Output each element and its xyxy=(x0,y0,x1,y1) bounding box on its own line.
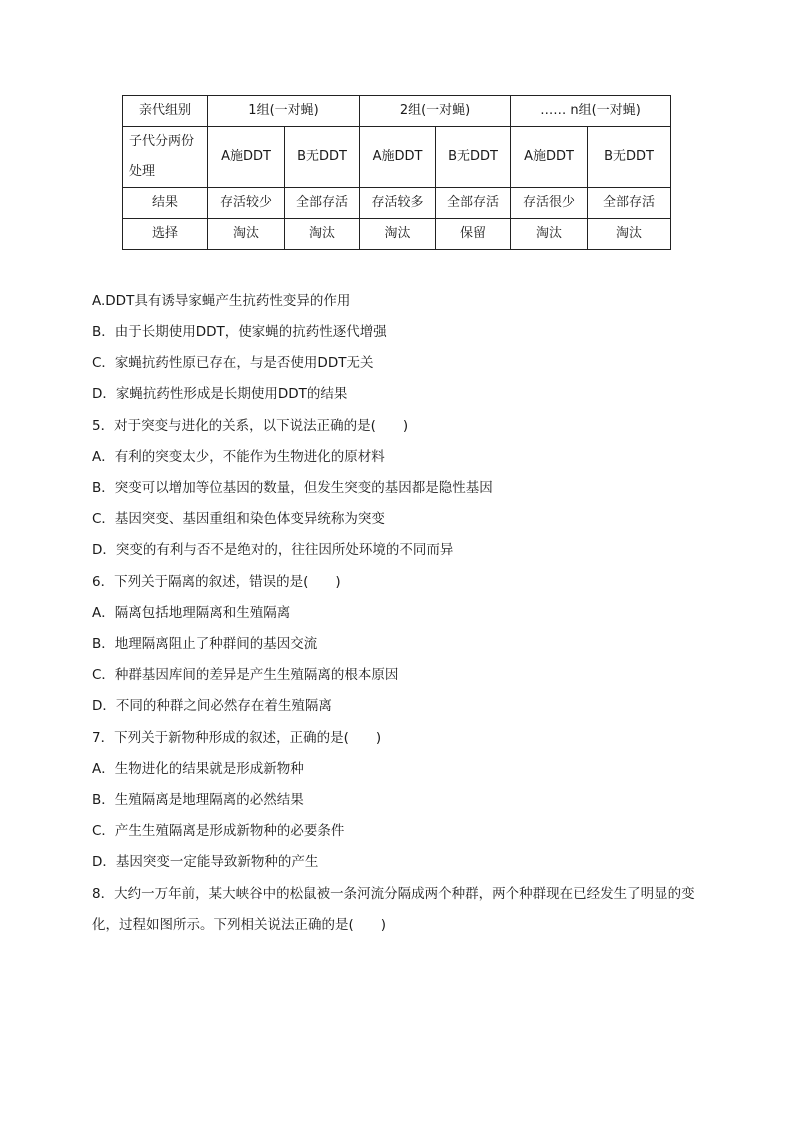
q6-option-c: C．种群基因库间的差异是产生生殖隔离的根本原因 xyxy=(92,667,399,683)
table-cell: A施DDT xyxy=(208,127,285,188)
q6-stem: 6．下列关于隔离的叙述，错误的是( ) xyxy=(92,574,341,590)
q6-option-b: B．地理隔离阻止了种群间的基因交流 xyxy=(92,636,318,652)
table-cell: A施DDT xyxy=(360,127,436,188)
q4-option-d: D．家蝇抗药性形成是长期使用DDT的结果 xyxy=(92,386,348,402)
q7-stem: 7．下列关于新物种形成的叙述，正确的是( ) xyxy=(92,730,382,746)
table-cell: 全部存活 xyxy=(436,188,511,219)
q5-option-a: A．有利的突变太少，不能作为生物进化的原材料 xyxy=(92,449,385,465)
q4-option-b: B．由于长期使用DDT，使家蝇的抗药性逐代增强 xyxy=(92,324,387,340)
header-cell-group1: 1组(一对蝇) xyxy=(208,96,360,127)
table-cell: 淘汰 xyxy=(208,219,285,250)
table-cell: 淘汰 xyxy=(588,219,671,250)
q5-option-b: B．突变可以增加等位基因的数量，但发生突变的基因都是隐性基因 xyxy=(92,480,493,496)
table-cell: B无DDT xyxy=(285,127,360,188)
table-cell: 存活较少 xyxy=(208,188,285,219)
table-cell: 淘汰 xyxy=(285,219,360,250)
table-cell: 淘汰 xyxy=(360,219,436,250)
q5-stem: 5．对于突变与进化的关系，以下说法正确的是( ) xyxy=(92,418,409,434)
q5-option-d: D．突变的有利与否不是绝对的，往往因所处环境的不同而异 xyxy=(92,542,454,558)
table-cell: 存活较多 xyxy=(360,188,436,219)
header-cell-group2: 2组(一对蝇) xyxy=(360,96,511,127)
q6-option-d: D．不同的种群之间必然存在着生殖隔离 xyxy=(92,698,332,714)
q7-option-b: B．生殖隔离是地理隔离的必然结果 xyxy=(92,792,304,808)
table-cell: A施DDT xyxy=(511,127,588,188)
q4-option-c: C．家蝇抗药性原已存在，与是否使用DDT无关 xyxy=(92,355,374,371)
header-cell-groupn: …… n组(一对蝇) xyxy=(511,96,671,127)
q4-option-a: A.DDT具有诱导家蝇产生抗药性变异的作用 xyxy=(92,293,351,309)
table-cell: B无DDT xyxy=(436,127,511,188)
table-row-treatment xyxy=(123,127,671,188)
select-label-cell: 选择 xyxy=(123,219,208,250)
table-cell: 存活很少 xyxy=(511,188,588,219)
q8-stem: 8．大约一万年前，某大峡谷中的松鼠被一条河流分隔成两个种群，两个种群现在已经发生了明显的变化，过程如图所示。下列相关说法正确的是( ) xyxy=(92,886,695,933)
experiment-table xyxy=(122,95,671,250)
header-cell-label: 亲代组别 xyxy=(123,96,208,127)
table-cell: B无DDT xyxy=(588,127,671,188)
q7-option-a: A．生物进化的结果就是形成新物种 xyxy=(92,761,304,777)
table-header-row xyxy=(123,96,671,127)
table-cell: 全部存活 xyxy=(588,188,671,219)
q5-option-c: C．基因突变、基因重组和染色体变异统称为突变 xyxy=(92,511,385,527)
table-cell: 淘汰 xyxy=(511,219,588,250)
table-row-result xyxy=(123,188,671,219)
q7-option-c: C．产生生殖隔离是形成新物种的必要条件 xyxy=(92,823,345,839)
table-cell: 全部存活 xyxy=(285,188,360,219)
result-label-cell: 结果 xyxy=(123,188,208,219)
treatment-label-cell: 子代分两份处理 xyxy=(123,127,208,188)
table-row-select xyxy=(123,219,671,250)
table-cell: 保留 xyxy=(436,219,511,250)
q7-option-d: D．基因突变一定能导致新物种的产生 xyxy=(92,854,319,870)
q6-option-a: A．隔离包括地理隔离和生殖隔离 xyxy=(92,605,291,621)
